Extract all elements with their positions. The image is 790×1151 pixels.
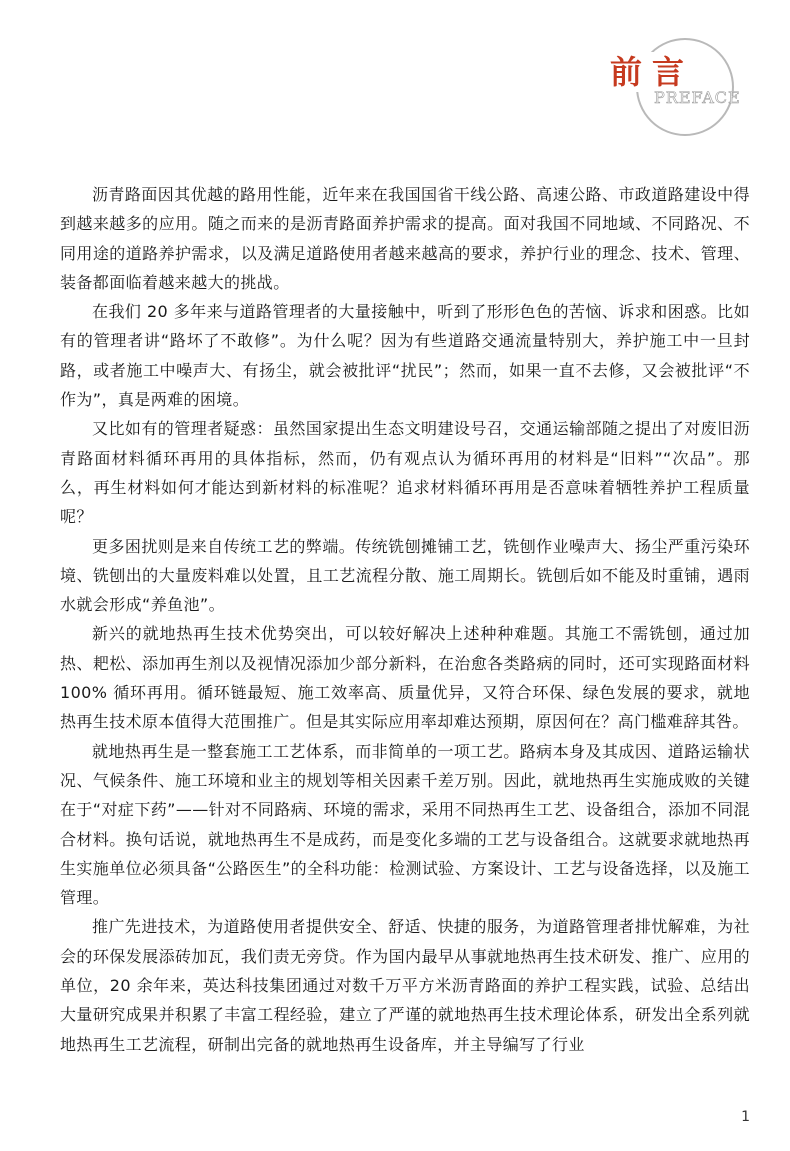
chapter-subtitle: PREFACE [654, 88, 741, 107]
paragraph-6: 就地热再生是一整套施工工艺体系，而非简单的一项工艺。路病本身及其成因、道路运输状况、气候条件、施工环境和业主的规划等相关因素千差万别。因此，就地热再生实施成败的关键在于“对症下药”——针对不同路病、环境的需求，采用不同热再生工艺、设备组合，添加不同混合材料。换句话说，就地热再生不是成药，而是变化多端的工艺与设备组合。这就要求就地热再生实施单位必须具备“公路医生”的全科功能：检测试验、方案设计、工艺与设备选择，以及施工管理。 [60, 741, 750, 908]
body-text [60, 180, 750, 1059]
paragraph-4: 更多困扰则是来自传统工艺的弊端。传统铣刨摊铺工艺，铣刨作业噪声大、扬尘严重污染环境、铣刨出的大量废料难以处置，且工艺流程分散、施工周期长。铣刨后如不能及时重铺，遇雨水就会形成“养鱼池”。 [60, 536, 750, 615]
page-number: 1 [741, 1109, 750, 1125]
paragraph-7: 推广先进技术，为道路使用者提供安全、舒适、快捷的服务，为道路管理者排忧解难，为社会的环保发展添砖加瓦，我们责无旁贷。作为国内最早从事就地热再生技术研发、推广、应用的单位，20 余年来，英达科技集团通过对数千万平方米沥青路面的养护工程实践，试验、总结出大量研究成果并积累了丰富工程经验，建立了严谨的就地热再生技术理论体系，研发出全系列就地热再生工艺流程，研制出完备的就地热再生设备库，并主导编写了行业 [60, 917, 750, 1054]
paragraph-3: 又比如有的管理者疑惑：虽然国家提出生态文明建设号召，交通运输部随之提出了对废旧沥青路面材料循环再用的具体指标，然而，仍有观点认为循环再用的材料是“旧料”“次品”。那么，再生材料如何才能达到新材料的标准呢？追求材料循环再用是否意味着牺牲养护工程质量呢？ [60, 419, 750, 527]
paragraph-2: 在我们 20 多年来与道路管理者的大量接触中，听到了形形色色的苦恼、诉求和困惑。比如有的管理者讲“路坏了不敢修”。为什么呢？因为有些道路交通流量特别大，养护施工中一旦封路，或者施工中噪声大、有扬尘，就会被批评“扰民”；然而，如果一直不去修，又会被批评“不作为”，真是两难的困境。 [60, 302, 750, 410]
paragraph-5: 新兴的就地热再生技术优势突出，可以较好解决上述种种难题。其施工不需铣刨，通过加热、耙松、添加再生剂以及视情况添加少部分新料，在治愈各类路病的同时，还可实现路面材料 100% 循环再用。循环链最短、施工效率高、质量优异，又符合环保、绿色发展的要求，就地热再生技术原本值得大范围推广。但是其实际应用率却难达预期，原因何在？高门槛难辞其咎。 [60, 624, 750, 732]
chapter-header [600, 38, 760, 138]
paragraph-1: 沥青路面因其优越的路用性能，近年来在我国国省干线公路、高速公路、市政道路建设中得到越来越多的应用。随之而来的是沥青路面养护需求的提高。面对我国不同地域、不同路况、不同用途的道路养护需求，以及满足道路使用者越来越高的要求，养护行业的理念、技术、管理、装备都面临着越来越大的挑战。 [60, 185, 750, 292]
chapter-title: 前言 [606, 52, 698, 92]
